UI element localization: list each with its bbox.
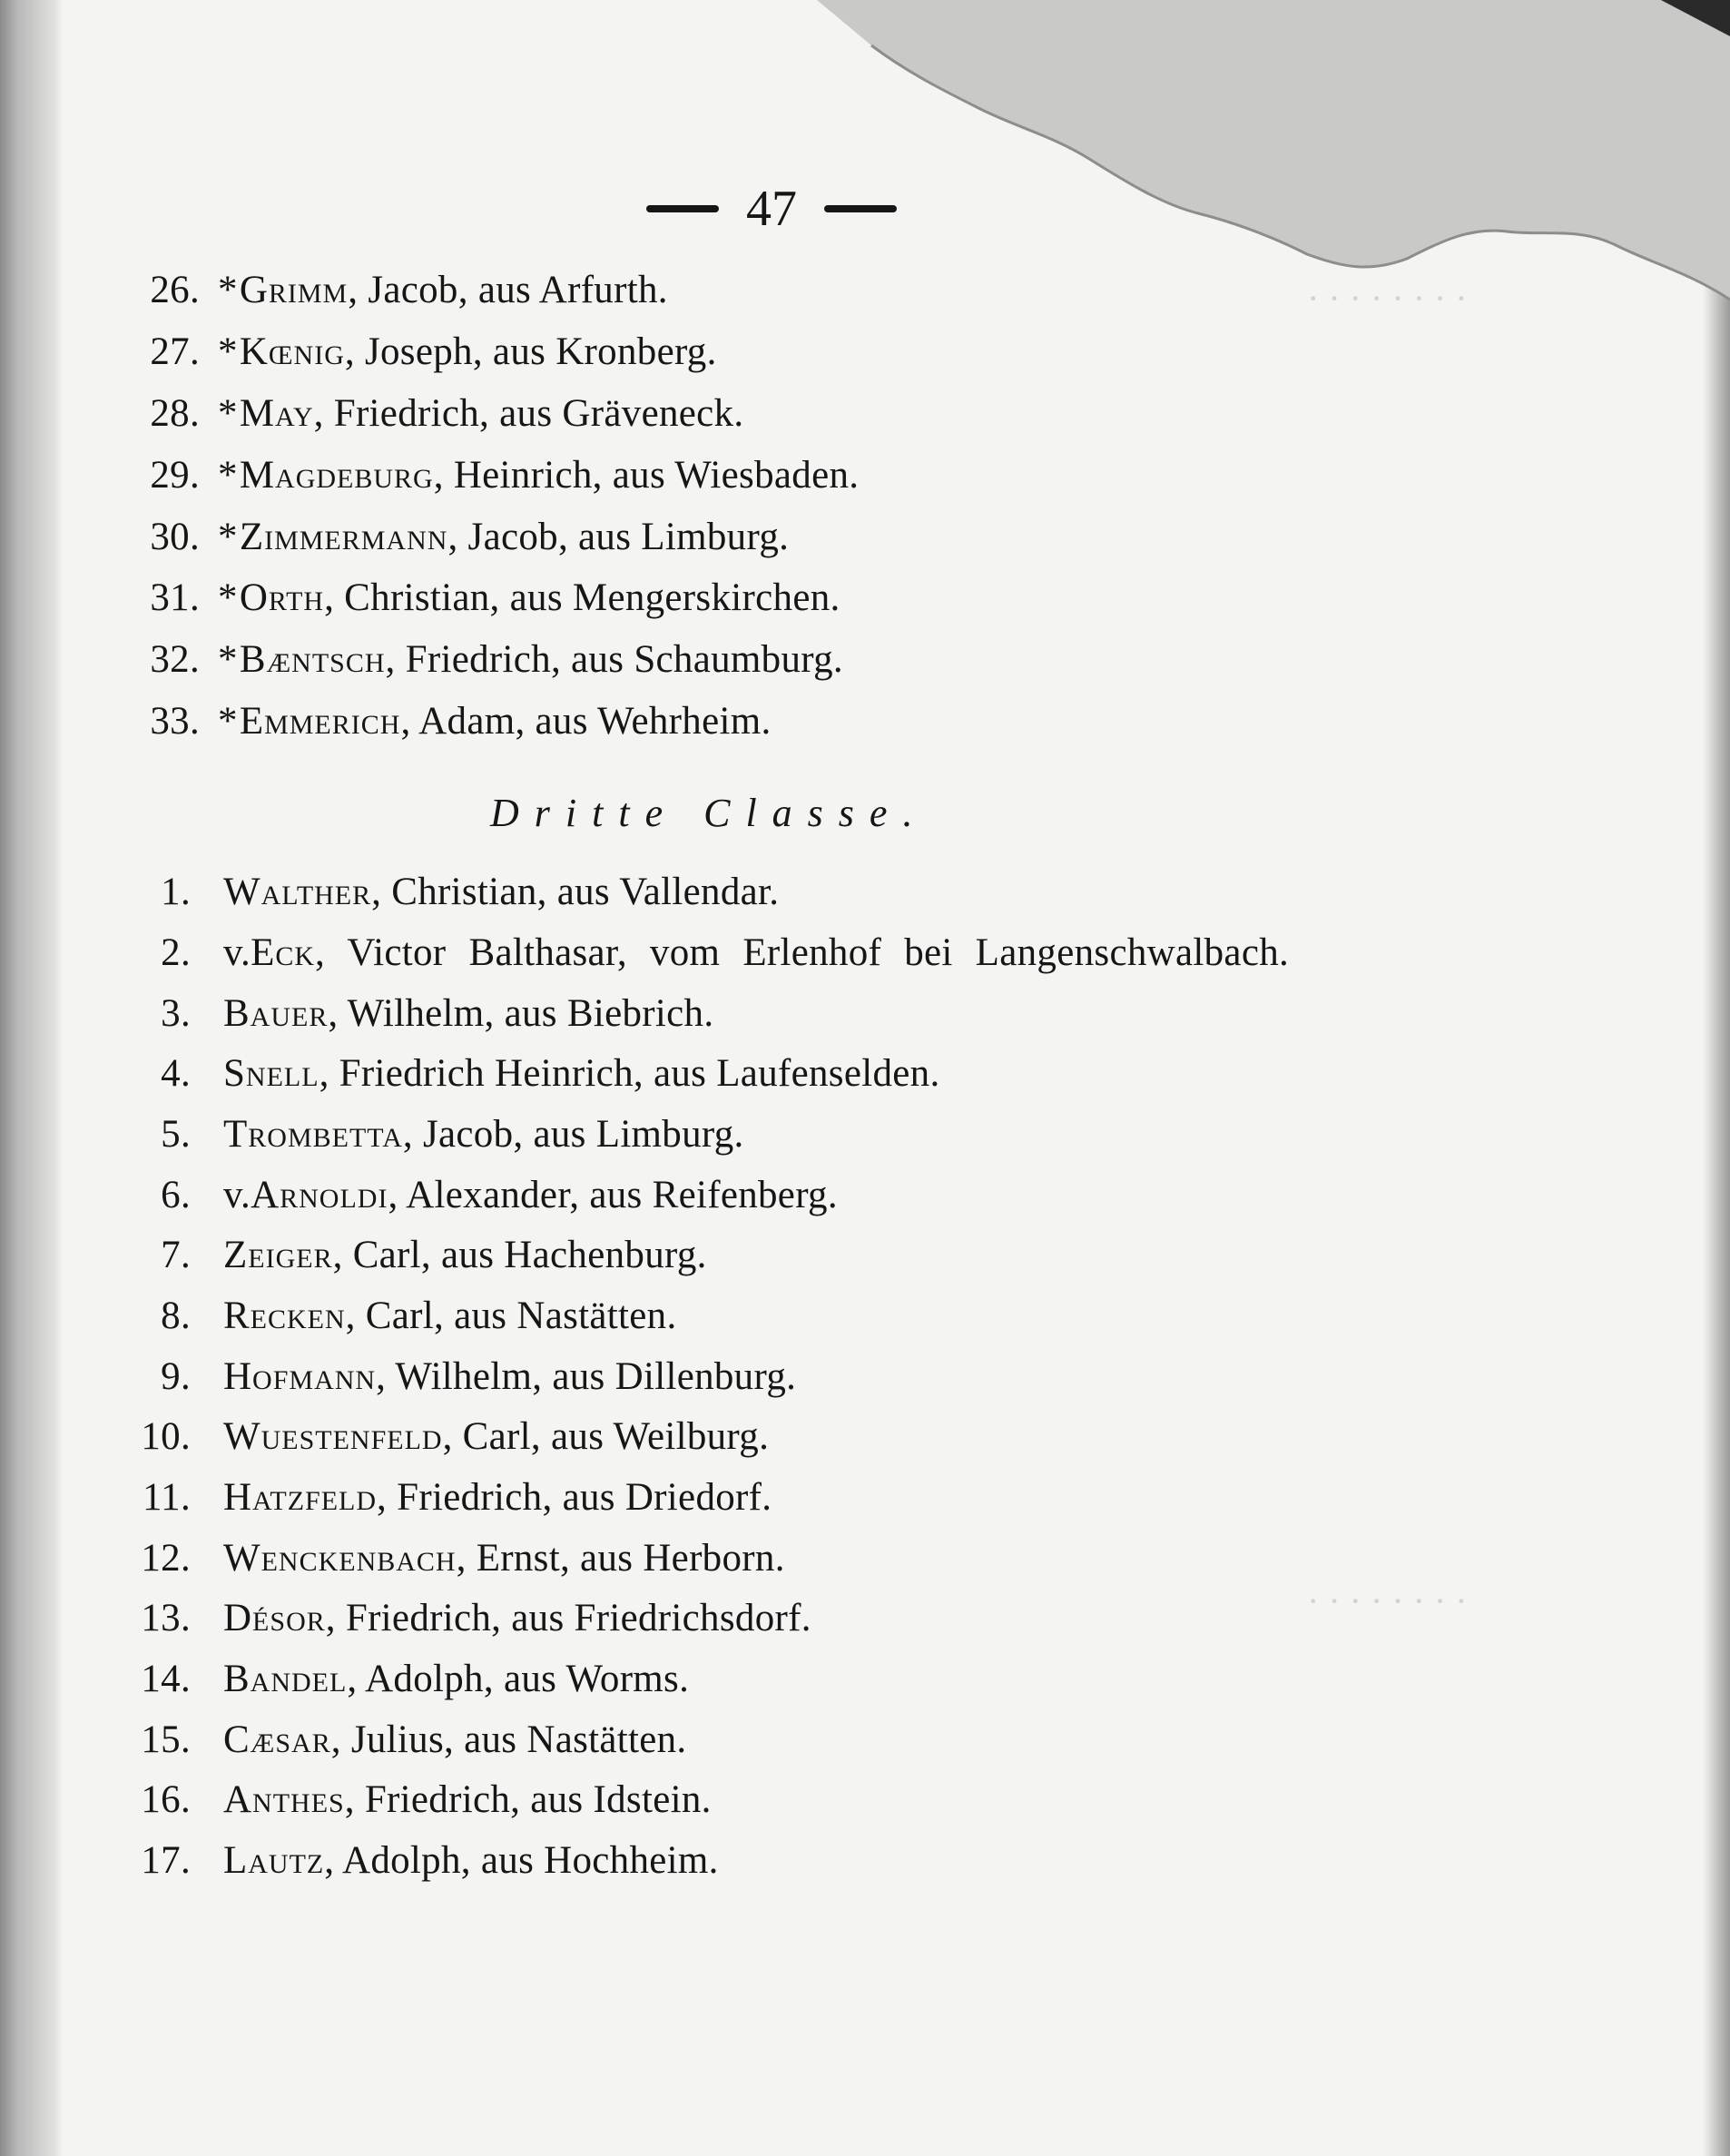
list-item — [136, 991, 713, 1048]
list-item — [136, 268, 668, 324]
entry-number: 2. — [161, 931, 191, 974]
entry-surname: Grimm — [239, 269, 349, 311]
list-item — [136, 1657, 689, 1713]
list-item — [136, 330, 717, 386]
entry-star: * — [218, 576, 238, 619]
list-item — [136, 515, 789, 571]
entry-surname: Wuestenfeld — [223, 1415, 443, 1458]
list-item — [136, 1051, 940, 1108]
entry-number: 4. — [161, 1052, 191, 1095]
entry-number: 14. — [141, 1658, 191, 1700]
entry-star: * — [218, 392, 238, 435]
entry-surname: Wenckenbach — [223, 1537, 457, 1580]
entry-number: 31. — [150, 576, 200, 619]
entry-details: , Ernst, aus Herborn. — [456, 1537, 785, 1580]
list-item — [136, 1475, 772, 1531]
entry-surname: May — [239, 392, 314, 435]
page-number-text: 47 — [746, 181, 797, 237]
entry-surname: Emmerich — [239, 700, 401, 743]
entry-details: , Joseph, aus Kronberg. — [344, 330, 717, 373]
list-item — [136, 1718, 686, 1774]
entry-details: , Carl, aus Weilburg. — [442, 1415, 770, 1458]
entry-number: 7. — [161, 1234, 191, 1276]
entry-details: , Heinrich, aus Wiesbaden. — [433, 454, 860, 497]
entry-surname: Hofmann — [223, 1355, 377, 1398]
entry-number: 16. — [141, 1778, 191, 1821]
list-item — [136, 1354, 796, 1411]
entry-number: 1. — [161, 871, 191, 913]
entry-star: * — [218, 454, 238, 497]
entry-surname: Zimmermann — [239, 516, 448, 558]
list-item — [136, 637, 843, 694]
entry-number: 15. — [141, 1718, 191, 1761]
entry-surname: Anthes — [223, 1778, 345, 1821]
entry-details: , Carl, aus Hachenburg. — [332, 1234, 707, 1276]
entry-number: 13. — [141, 1597, 191, 1639]
entry-number: 33. — [150, 700, 200, 743]
entry-details: , Adam, aus Wehrheim. — [400, 700, 772, 743]
list-item — [136, 391, 743, 448]
entry-details: , Friedrich, aus Driedorf. — [377, 1476, 772, 1519]
entry-number: 26. — [150, 269, 200, 311]
entry-details: , Wilhelm, aus Biebrich. — [328, 992, 714, 1035]
entry-details: , Friedrich, aus Idstein. — [344, 1778, 712, 1821]
entry-details: , Friedrich, aus Gräveneck. — [313, 392, 744, 435]
list-item — [136, 1536, 785, 1592]
entry-surname: Arnoldi — [251, 1174, 388, 1216]
entry-surname: Lautz — [223, 1839, 325, 1882]
scanned-page: · · · · · · · · · · · · · · · · 47 26. * Grimm , Jacob, aus Arfurth. 27. * Kœnig , Joseph, aus Kronberg. 28. * May , Friedrich, aus Gräveneck. 29. * Magdeburg , Heinrich, aus Wiesbaden. 30. * Zimmermann , Jacob, aus Limburg. 31. * Orth , Christian, aus Mengerskirchen. 32. * Bæntsch , Friedrich, aus Schaumburg. 33. * Emmerich , Adam, aus Wehrheim. Dritte Classe. 1. Walther , Christian, aus Vallendar. 2. v. Eck , Victor Balthasar, vom Erlenhof bei Langenschwalbach. 3. Bauer , Wilhelm, aus Biebrich. 4. Snell , Friedrich Heinrich, aus Laufenselden. 5. Trombetta , Jacob, aus Limburg. 6. v. Arnoldi , Alexander, aus Reifenberg. 7. Zeiger , Carl, aus Hachenburg. 8. Recken , Carl, aus Nastätten. 9. Hofmann , Wilhelm, aus Dillenburg. 10. Wuestenfeld , Carl, aus Weilburg. 11. Hatzfeld , Friedrich, aus Driedorf. 12. Wenckenbach , Ernst, aus Herborn. 13. Désor , Friedrich, aus Friedrichsdorf. 14. Bandel , Adolph, aus Worms. 15. Cæsar , Julius, aus Nastätten. 16. Anthes , Friedrich, aus Idstein. 17. Lautz , Adolph, aus Hochheim. — [0, 0, 1730, 2156]
entry-surname: Recken — [223, 1295, 346, 1337]
entry-surname: Zeiger — [223, 1234, 333, 1276]
entry-surname: Eck — [251, 931, 316, 974]
entry-details: , Julius, aus Nastätten. — [330, 1718, 687, 1761]
entry-details: , Jacob, aus Limburg. — [402, 1113, 744, 1156]
entry-details: , Friedrich, aus Schaumburg. — [385, 638, 843, 681]
entry-details: , Christian, aus Mengerskirchen. — [324, 576, 840, 619]
entry-star: * — [218, 700, 238, 743]
list-item — [136, 1294, 677, 1350]
entry-prefix: v. — [223, 931, 251, 974]
list-item — [136, 1173, 838, 1229]
entry-number: 29. — [150, 454, 200, 497]
entry-details: , Carl, aus Nastätten. — [345, 1295, 677, 1337]
entry-surname: Trombetta — [223, 1113, 403, 1156]
entry-number: 8. — [161, 1295, 191, 1337]
entry-number: 12. — [141, 1537, 191, 1580]
list-item — [136, 1838, 719, 1895]
entry-details: , Wilhelm, aus Dillenburg. — [376, 1355, 797, 1398]
entry-surname: Bandel — [223, 1658, 348, 1700]
entry-star: * — [218, 638, 238, 681]
entry-number: 6. — [161, 1174, 191, 1216]
list-item — [136, 1233, 707, 1289]
entry-surname: Magdeburg — [239, 454, 434, 497]
list-item — [136, 1596, 811, 1652]
entry-details: , Jacob, aus Arfurth. — [348, 269, 668, 311]
entry-surname: Walther — [223, 871, 372, 913]
entry-surname: Cæsar — [223, 1718, 331, 1761]
list-item — [136, 870, 779, 926]
list-item — [136, 576, 840, 632]
entry-number: 11. — [142, 1476, 191, 1519]
entry-number: 3. — [161, 992, 191, 1035]
list-item — [136, 453, 859, 509]
entry-number: 30. — [150, 516, 200, 558]
entry-details: , Friedrich, aus Friedrichsdorf. — [325, 1597, 811, 1639]
entry-details: , Victor Balthasar, vom Erlenhof bei Langenschwalbach. — [315, 931, 1290, 974]
entry-number: 9. — [161, 1355, 191, 1398]
entry-star: * — [218, 330, 238, 373]
entry-number: 10. — [141, 1415, 191, 1458]
page-number-left-rule — [646, 205, 719, 212]
entry-surname: Orth — [239, 576, 325, 619]
entry-details: , Adolph, aus Hochheim. — [324, 1839, 719, 1882]
entry-surname: Kœnig — [239, 330, 345, 373]
entry-star: * — [218, 269, 238, 311]
entry-number: 32. — [150, 638, 200, 681]
entry-number: 17. — [141, 1839, 191, 1882]
entry-details: , Christian, aus Vallendar. — [371, 871, 780, 913]
entry-number: 27. — [150, 330, 200, 373]
entry-surname: Désor — [223, 1597, 326, 1639]
entry-details: , Adolph, aus Worms. — [347, 1658, 690, 1700]
section-heading-dritte-classe: Dritte Classe. — [490, 791, 929, 835]
page-number — [617, 177, 926, 241]
entry-number: 5. — [161, 1113, 191, 1156]
entry-surname: Hatzfeld — [223, 1476, 378, 1519]
entry-details: , Friedrich Heinrich, aus Laufenselden. — [319, 1052, 940, 1095]
entry-details: , Jacob, aus Limburg. — [447, 516, 790, 558]
entry-surname: Bæntsch — [239, 638, 386, 681]
entry-star: * — [218, 516, 238, 558]
list-item — [136, 699, 772, 755]
page-number-right-rule — [824, 205, 897, 212]
entry-details: , Alexander, aus Reifenberg. — [388, 1174, 838, 1216]
list-item — [136, 1414, 769, 1471]
entry-number: 28. — [150, 392, 200, 435]
entry-surname: Snell — [223, 1052, 319, 1095]
entry-surname: Bauer — [223, 992, 329, 1035]
list-item — [136, 1777, 712, 1834]
entry-prefix: v. — [223, 1174, 251, 1216]
list-item — [136, 930, 1289, 987]
list-item — [136, 1112, 744, 1168]
